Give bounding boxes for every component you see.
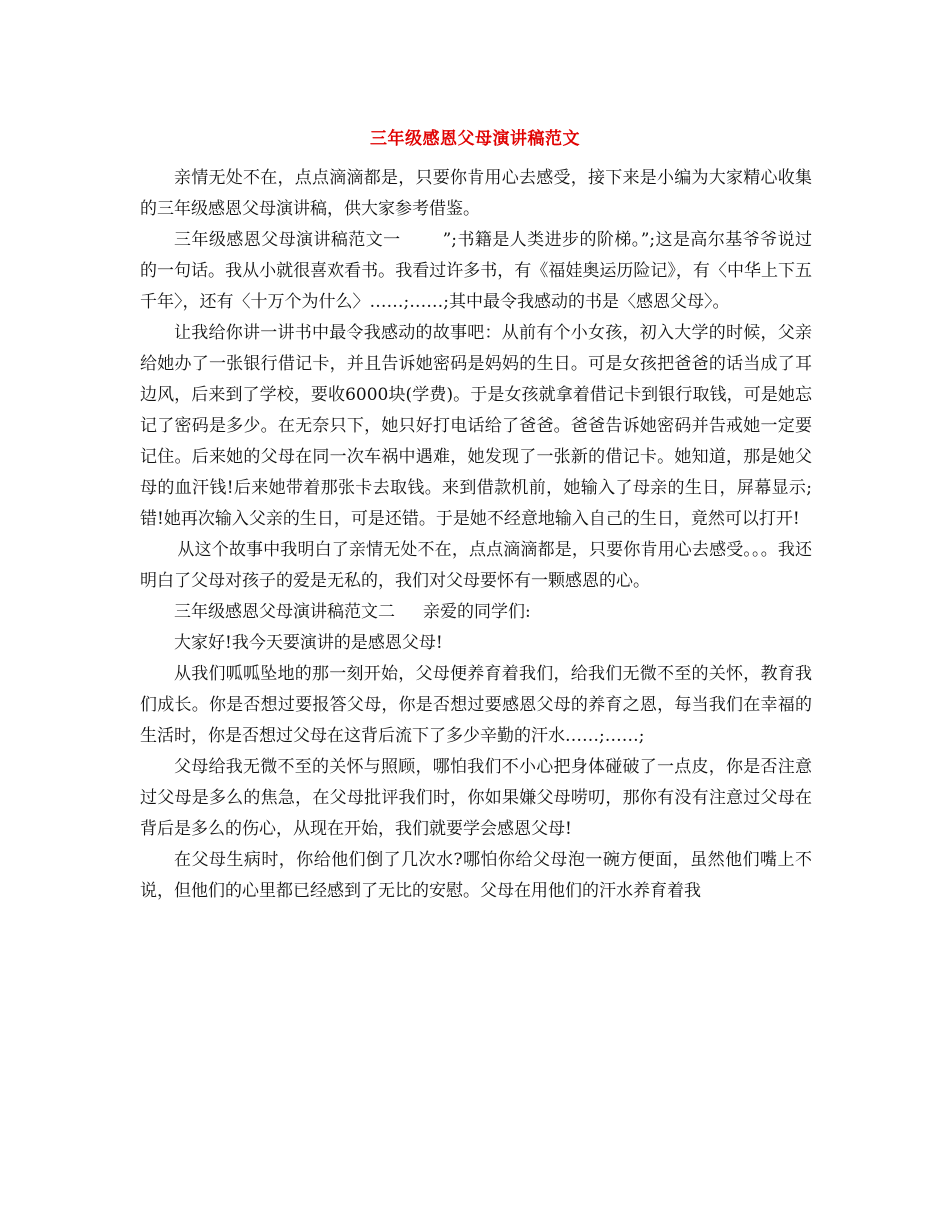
paragraph-essay-two (140, 597, 812, 628)
section-heading-two: 三年级感恩父母演讲稿范文二 (174, 602, 395, 622)
paragraph-hello: 大家好!我今天要演讲的是感恩父母! (174, 633, 443, 653)
paragraph-upbringing: 从我们呱呱坠地的那一刻开始，父母便养育着我们，给我们无微不至的关怀，教育我们成长。你是否想过要报答父母，你是否想过要感恩父母的养育之恩，每当我们在幸福的生活时，你是否想过父母在这背后流下了多少辛勤的汗水……;……; (140, 664, 812, 746)
paragraph-essay-one (140, 225, 812, 318)
paragraph-care: 父母给我无微不至的关怀与照顾，哪怕我们不小心把身体碰破了一点皮，你是否注意过父母是多么的焦急，在父母批评我们时，你如果嫌父母唠叨，那你有没有注意过父母在背后是多么的伤心，从现在开始，我们就要学会感恩父母! (140, 757, 812, 839)
greeting: 亲爱的同学们: (423, 602, 531, 622)
paragraph-lesson: 从这个故事中我明白了亲情无处不在，点点滴滴都是，只要你肯用心去感受。。。我还明白了父母对孩子的爱是无私的，我们对父母要怀有一颗感恩的心。 (140, 540, 812, 591)
page-title: 三年级感恩父母演讲稿范文 (370, 129, 580, 149)
document-body (140, 163, 812, 907)
paragraph-illness: 在父母生病时，你给他们倒了几次水?哪怕你给父母泡一碗方便面，虽然他们嘴上不说，但他们的心里都已经感到了无比的安慰。父母在用他们的汗水养育着我 (140, 850, 812, 901)
paragraph-intro: 亲情无处不在，点点滴滴都是，只要你肯用心去感受，接下来是小编为大家精心收集的三年级感恩父母演讲稿，供大家参考借鉴。 (140, 168, 812, 219)
section-heading-one: 三年级感恩父母演讲稿范文一 (174, 230, 401, 250)
paragraph-story: 让我给你讲一讲书中最令我感动的故事吧：从前有个小女孩，初入大学的时候，父亲给她办了一张银行借记卡，并且告诉她密码是妈妈的生日。可是女孩把爸爸的话当成了耳边风，后来到了学校，要收6000块(学费)。于是女孩就拿着借记卡到银行取钱，可是她忘记了密码是多少。在无奈只下，她只好打电话给了爸爸。爸爸告诉她密码并告戒她一定要记住。后来她的父母在同一次车祸中遇难，她发现了一张新的借记卡。她知道，那是她父母的血汗钱!后来她带着那张卡去取钱。来到借款机前，她输入了母亲的生日，屏幕显示;错!她再次输入父亲的生日，可是还错。于是她不经意地输入自己的生日，竟然可以打开! (140, 323, 812, 529)
essay-one-opening: ”;书籍是人类进步的阶梯。”;这是高尔基爷爷说过的一句话。我从小就很喜欢看书。我看过许多书，有《福娃奥运历险记》，有〈中华上下五千年〉，还有〈十万个为什么〉……;……;其中最令我感动的书是〈感恩父母〉。 (140, 230, 812, 312)
